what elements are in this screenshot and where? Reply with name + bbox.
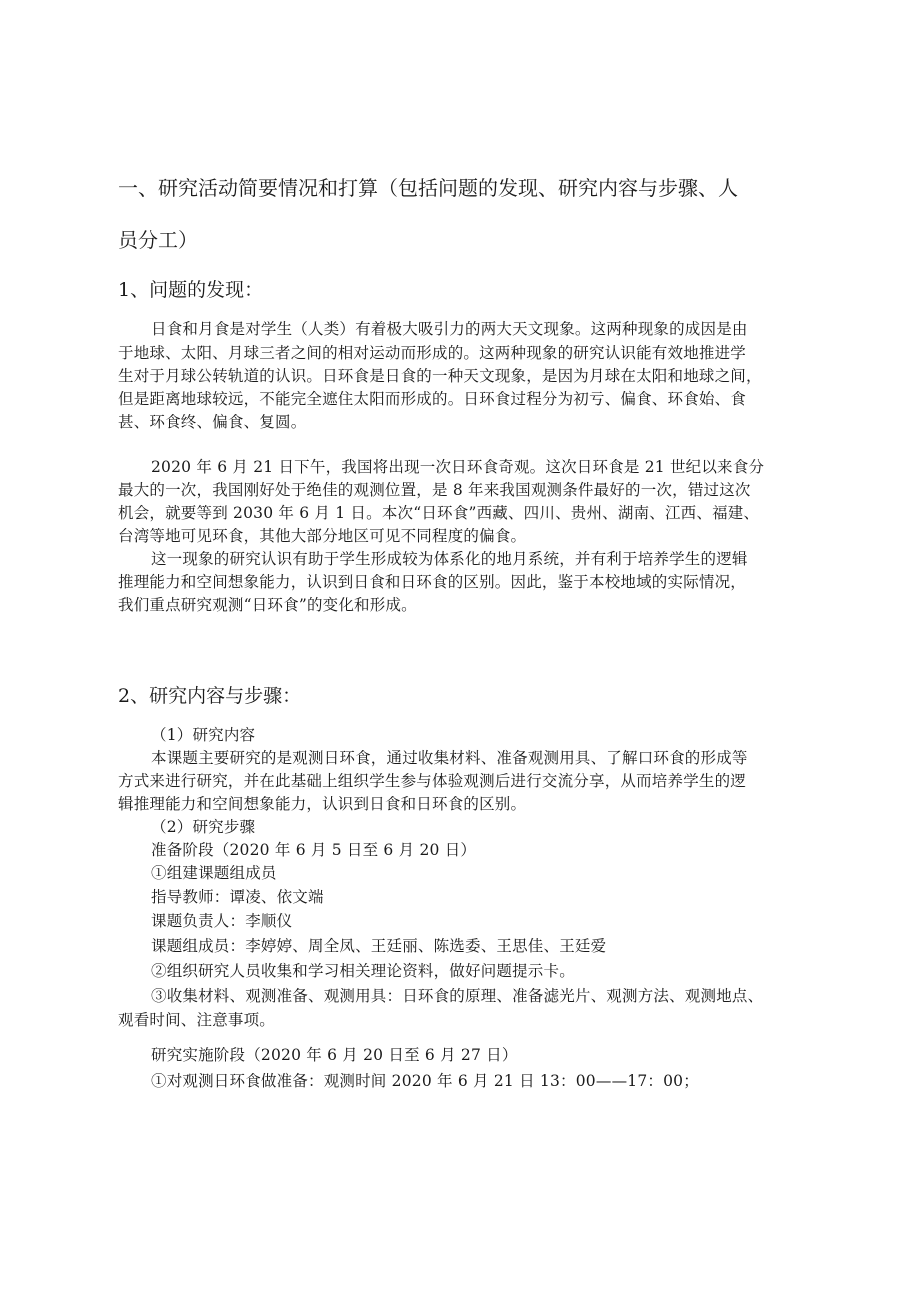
prep-item: 指导教师：谭凌、依文端 [151, 888, 324, 906]
prep-stage-title: 准备阶段（2020 年 6 月 5 日至 6 月 20 日） [151, 841, 477, 859]
subsection-2-title: （2）研究步骤 [151, 818, 256, 836]
paragraph-2-line: 2020 年 6 月 21 日下午，我国将出现一次日环食奇观。这次日环食是 21 世纪以来食分 [151, 458, 765, 476]
main-heading-line-1: 一、研究活动简要情况和打算（包括问题的发现、研究内容与步骤、人 [118, 176, 738, 200]
section-2-title: 2、研究内容与步骤： [118, 685, 302, 707]
impl-item: ①对观测日环食做准备：观测时间 2020 年 6 月 21 日 13：00——17：00； [151, 1072, 699, 1090]
paragraph-1-line: 甚、环食终、偏食、复圆。 [118, 413, 307, 431]
prep-item-3-line: 观看时间、注意事项。 [118, 1011, 276, 1029]
paragraph-1-line: 日食和月食是对学生（人类）有着极大吸引力的两大天文现象。这两种现象的成因是由 [151, 320, 748, 338]
prep-item-3-line: ③收集材料、观测准备、观测用具：日环食的原理、准备滤光片、观测方法、观测地点、 [151, 987, 764, 1005]
paragraph-4-line: 本课题主要研究的是观测日环食，通过收集材料、准备观测用具、了解口环食的形成等 [151, 749, 748, 767]
subsection-1-title: （1）研究内容 [151, 726, 256, 744]
paragraph-1-line: 于地球、太阳、月球三者之间的相对运动而形成的。这两种现象的研究认识能有效地推进学 [118, 344, 747, 362]
paragraph-1-line: 但是距离地球较远，不能完全遮住太阳而形成的。日环食过程分为初亏、偏食、环食始、食 [118, 390, 747, 408]
prep-item: 课题组成员：李婷婷、周全凤、王廷丽、陈选委、王思佳、王廷爱 [151, 937, 607, 955]
paragraph-3-line: 这一现象的研究认识有助于学生形成较为体系化的地月系统，并有利于培养学生的逻辑 [151, 550, 748, 568]
paragraph-2-line: 机会，就要等到 2030 年 6 月 1 日。本次“日环食”西藏、四川、贵州、湖南、江西、福建、 [118, 504, 760, 522]
paragraph-4-line: 方式来进行研究，并在此基础上组织学生参与体验观测后进行交流分享，从而培养学生的逻 [118, 772, 747, 790]
section-1-title: 1、问题的发现： [118, 279, 264, 301]
paragraph-3-line: 推理能力和空间想象能力，认识到日食和日环食的区别。因此，鉴于本校地域的实际情况， [118, 573, 747, 591]
impl-stage-title: 研究实施阶段（2020 年 6 月 20 日至 6 月 27 日） [151, 1046, 518, 1064]
prep-item: 课题负责人：李顺仪 [151, 912, 293, 930]
paragraph-3-line: 我们重点研究观测“日环食”的变化和形成。 [118, 596, 417, 614]
prep-item: ②组织研究人员收集和学习相关理论资料，做好问题提示卡。 [151, 962, 575, 980]
prep-item: ①组建课题组成员 [151, 864, 277, 882]
paragraph-4-line: 辑推理能力和空间想象能力，认识到日食和日环食的区别。 [118, 795, 527, 813]
paragraph-2-line: 台湾等地可见环食，其他大部分地区可见不同程度的偏食。 [118, 527, 527, 545]
main-heading-line-2: 员分工） [118, 228, 198, 252]
paragraph-1-line: 生对于月球公转轨道的认识。日环食是日食的一种天文现象，是因为月球在太阳和地球之间， [118, 367, 762, 385]
paragraph-2-line: 最大的一次，我国刚好处于绝佳的观测位置，是 8 年来我国观测条件最好的一次，错过这次 [118, 481, 751, 499]
